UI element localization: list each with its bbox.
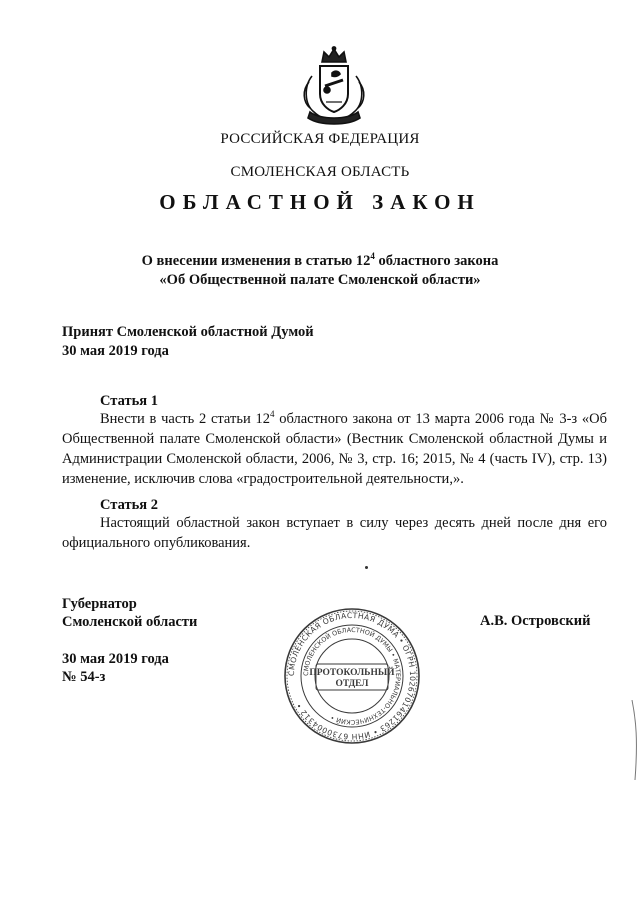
- law-date: 30 мая 2019 года: [62, 651, 169, 667]
- stamp-inner-ring-text: СМОЛЕНСКОЙ ОБЛАСТНОЙ ДУМЫ • МАТЕРИАЛЬНО-ТЕХНИЧЕСКИЙ •: [301, 625, 403, 727]
- article-2-heading: Статья 2: [100, 497, 158, 513]
- stamp-outer-ring-text: СМОЛЕНСКАЯ ОБЛАСТНАЯ ДУМА • ОГРН 1026701461263 • ИНН 6730004312 •: [286, 610, 418, 742]
- subject-line-1: О внесении изменения в статью $12^4$ областного закона: [141, 251, 499, 269]
- country-heading: РОССИЙСКАЯ ФЕДЕРАЦИЯ: [220, 131, 420, 147]
- article-1-heading: Статья 1: [100, 393, 158, 409]
- ink-speck: [365, 566, 368, 569]
- article-1-text: Внести в часть 2 статьи $12^4$ областного закона от 13 марта 2006 года № 3-з «Об Общественной палате Смоленской области» (Вестник Смоленской областной Думы и Администрации Смоленской области, 2006, № 3, стр. 16; 2015, № 4 (часть IV), стр. 13) изменение, исключив слова «градостроительной деятельности,».: [62, 409, 607, 487]
- subject-line-2: «Об Общественной палате Смоленской области»: [159, 272, 481, 288]
- document-type-title: ОБЛАСТНОЙ ЗАКОН: [159, 190, 481, 214]
- adopted-by: Принят Смоленской областной Думой: [62, 324, 314, 340]
- stamp-center-line-2: ОТДЕЛ: [335, 679, 369, 689]
- law-number: № 54-з: [62, 669, 106, 685]
- signatory-name: А.В. Островский: [480, 613, 591, 629]
- official-stamp: [282, 606, 422, 746]
- signatory-position-line-1: Губернатор: [62, 596, 137, 612]
- adopted-date: 30 мая 2019 года: [62, 343, 169, 359]
- signatory-position-line-2: Смоленской области: [62, 614, 198, 630]
- stamp-center-line-1: ПРОТОКОЛЬНЫЙ: [309, 668, 395, 678]
- region-heading: СМОЛЕНСКАЯ ОБЛАСТЬ: [230, 164, 410, 180]
- coat-of-arms-icon: [300, 46, 368, 126]
- scan-edge-mark: [626, 700, 640, 780]
- article-2-text: Настоящий областной закон вступает в силу через десять дней после дня его официального опубликования.: [62, 515, 607, 551]
